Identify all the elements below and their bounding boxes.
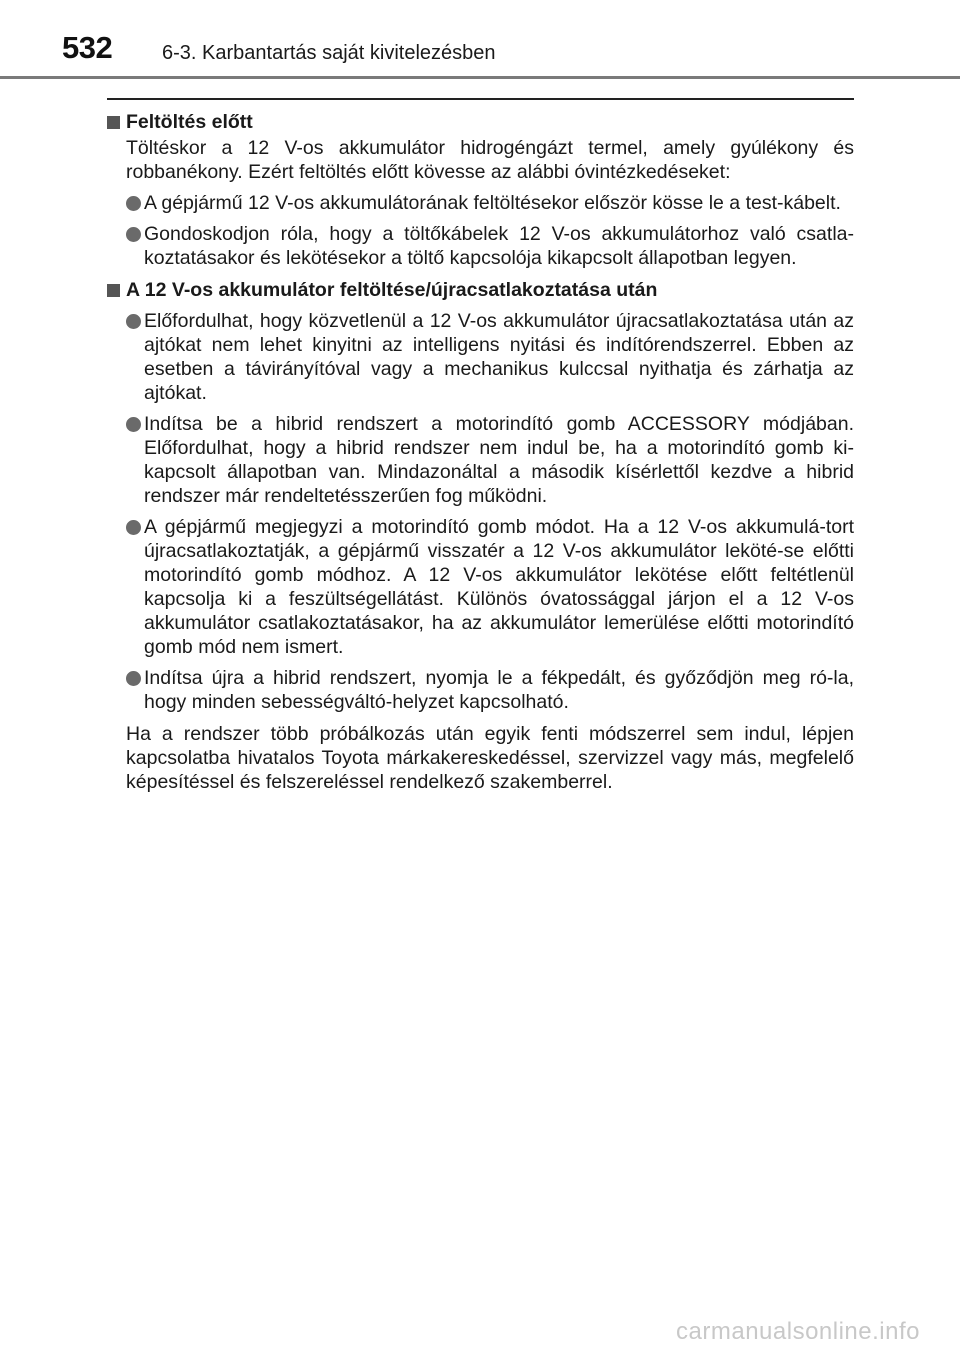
- list-item: [126, 666, 854, 714]
- square-bullet-icon: [107, 116, 120, 129]
- circle-bullet-icon: [126, 196, 141, 211]
- list-item: [126, 309, 854, 405]
- watermark: carmanualsonline.info: [676, 1318, 920, 1345]
- list-item: [126, 191, 854, 215]
- header-divider: [0, 76, 960, 79]
- section-intro: Töltéskor a 12 V-os akkumulátor hidrogéngázt termel, amely gyúlékony és robbanékony. Ezért feltöltés előtt kövesse az alábbi óvintézkedéseket:: [126, 137, 854, 183]
- circle-bullet-icon: [126, 671, 141, 686]
- list-item-text: A gépjármű megjegyzi a motorindító gomb módot. Ha a 12 V-os akkumulá-tort újracsatlakoztatják, a gépjármű visszatér a 12 V-os akkumulátor leköté-se előtti motorindító gomb módhoz. A 12 V-os akkumulátor lekötése előtt feltétlenül kapcsolja ki a feszültségellátást. Különös óvatossággal járjon el a 12 V-os akkumulátor csatlakoztatásakor, ha az akkumulátor lemerülése előtti motorindító gomb mód nem ismert.: [144, 516, 854, 658]
- page-number: 532: [62, 30, 113, 65]
- section-heading-text: Feltöltés előtt: [126, 111, 253, 133]
- section-heading-after-charging: [107, 278, 854, 302]
- page-content: [107, 106, 854, 794]
- circle-bullet-icon: [126, 314, 141, 329]
- content-divider: [107, 98, 854, 100]
- list-item-text: A gépjármű 12 V-os akkumulátorának feltöltésekor először kösse le a test-kábelt.: [144, 192, 841, 214]
- list-item: [126, 222, 854, 270]
- list-item-text: Előfordulhat, hogy közvetlenül a 12 V-os akkumulátor újracsatlakoztatása után az ajtókat nem lehet kinyitni az intelligens nyitási és indítórendszerrel. Ebben az esetben a távirányítóval vagy a mechanikus kulccsal nyithatja és zárhatja az ajtókat.: [144, 310, 854, 404]
- square-bullet-icon: [107, 284, 120, 297]
- page-header: [0, 0, 960, 80]
- circle-bullet-icon: [126, 520, 141, 535]
- list-item-text: Indítsa újra a hibrid rendszert, nyomja le a fékpedált, és győződjön meg ró-la, hogy minden sebességváltó-helyzet kapcsolható.: [144, 667, 854, 713]
- list-item: [126, 412, 854, 508]
- chapter-title: 6-3. Karbantartás saját kivitelezésben: [162, 42, 496, 64]
- list-item-text: Gondoskodjon róla, hogy a töltőkábelek 12 V-os akkumulátorhoz való csatla-koztatásakor és lekötésekor a töltő kapcsolója kikapcsolt állapotban legyen.: [144, 223, 854, 269]
- circle-bullet-icon: [126, 417, 141, 432]
- section-heading-text: A 12 V-os akkumulátor feltöltése/újracsatlakoztatása után: [126, 279, 658, 301]
- section-heading-before-charging: [107, 110, 854, 134]
- list-item-text: Indítsa be a hibrid rendszert a motorindító gomb ACCESSORY módjában. Előfordulhat, hogy a hibrid rendszer nem indul be, ha a motorindító gomb ki-kapcsolt állapotban van. Mindazonáltal a második kísérlettől kezdve a hibrid rendszer már rendeltetésszerűen fog működni.: [144, 413, 854, 507]
- closing-paragraph: Ha a rendszer több próbálkozás után egyik fenti módszerrel sem indul, lépjen kapcsolatba hivatalos Toyota márkakereskedéssel, szervizzel vagy más, megfelelő képesítéssel és felszereléssel rendelkező szakemberrel.: [126, 723, 854, 793]
- list-item: [126, 515, 854, 659]
- circle-bullet-icon: [126, 227, 141, 242]
